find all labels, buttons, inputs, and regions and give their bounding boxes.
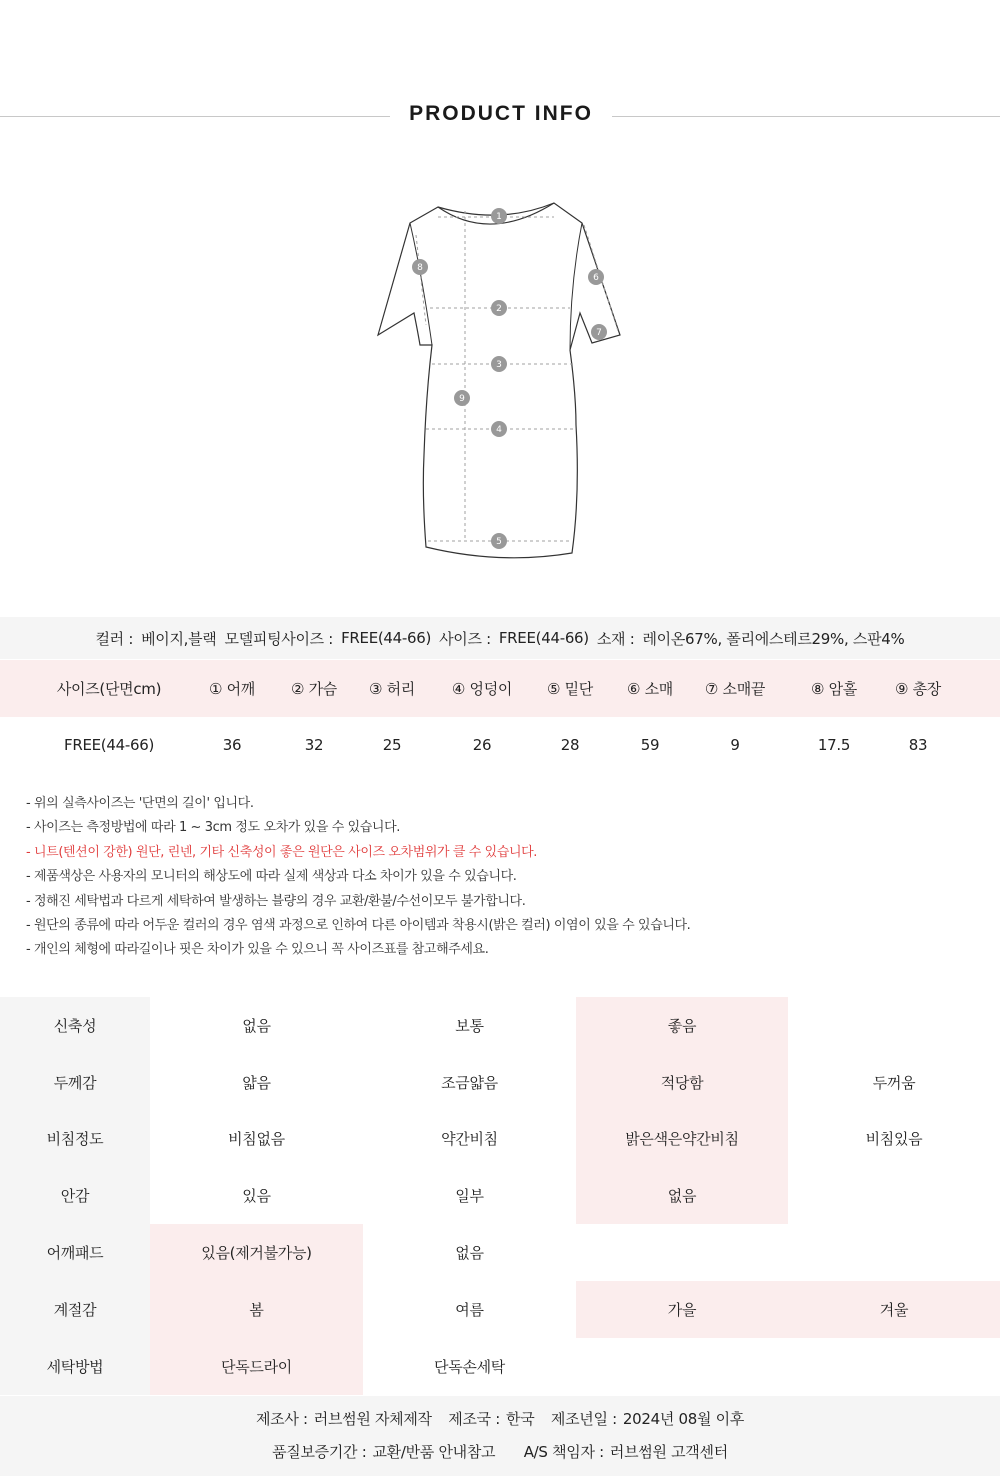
note-item: - 개인의 체형에 따라길이나 핏은 차이가 있을 수 있으니 꼭 사이즈표를 참고해주세요. [26,942,489,958]
maker-value: 러브썸원 자체제작 [313,1410,432,1428]
attr-option-selected: 적당함 [576,1054,788,1110]
attr-option: 보통 [455,1017,484,1035]
note-item: - 위의 실측사이즈는 '단면의 길이' 입니다. [26,796,254,811]
attr-row-thickness [0,1054,1000,1110]
size-table-header [0,660,1000,717]
divider-right [612,116,1000,117]
size-value: FREE(44-66) [498,629,589,647]
attr-label-sheerness: 비침정도 [0,1110,150,1167]
size-value-sleeve-end: 9 [730,736,740,754]
color-value: 베이지,블랙 [141,629,217,648]
size-value-chest: 32 [304,736,324,754]
attr-label-shoulder-pad: 어깨패드 [0,1224,150,1281]
date-label: 제조년일 : [550,1410,617,1428]
attr-option: 여름 [455,1301,484,1319]
attr-row-sheerness [0,1110,1000,1167]
dress-outline [378,203,620,558]
attr-row-stretch [0,997,1000,1054]
date-value: 2024년 08월 이후 [622,1410,745,1428]
size-value-hem: 28 [560,736,580,754]
size-value-size: FREE(44-66) [64,736,154,754]
product-info-header [0,100,1000,132]
marker-1: 1 [496,212,502,222]
marker-4: 4 [496,425,502,435]
size-header-shoulder: ① 어깨 [209,680,255,698]
size-header-chest: ② 가슴 [291,680,337,698]
product-meta [0,617,1000,659]
attr-row-lining [0,1167,1000,1224]
size-value-armhole: 17.5 [817,736,851,754]
size-header-sleeve: ⑥ 소매 [627,680,673,698]
attr-option: 얇음 [242,1073,271,1092]
attr-option: 없음 [242,1017,271,1035]
size-table-row [0,717,1000,773]
size-header-hem: ⑤ 밑단 [547,680,593,698]
model-size-value: FREE(44-66) [341,629,432,647]
size-header-waist: ③ 허리 [369,680,415,698]
attr-row-shoulder-pad [0,1224,1000,1281]
attr-option-selected: 없음 [576,1167,788,1224]
page-title: PRODUCT INFO [409,102,593,125]
model-size-label: 모델피팅사이즈 : [224,629,334,648]
attr-option: 두꺼움 [872,1073,916,1092]
size-header-length: ⑨ 총장 [895,680,941,698]
attr-option-selected: 밝은색은약간비침 [576,1110,788,1167]
attr-option-selected: 봄 [150,1281,363,1338]
attr-option: 비침있음 [865,1130,923,1148]
marker-5: 5 [496,537,502,547]
footer-line-warranty [0,1441,1000,1462]
size-value-sleeve: 59 [640,736,660,754]
as-value: 러브썸원 고객센터 [609,1443,728,1461]
size-value-shoulder: 36 [222,736,242,754]
as-label: A/S 책임자 : [523,1443,604,1461]
dress-sketch [370,195,630,565]
footer-line-maker [0,1408,1000,1429]
attr-option: 일부 [455,1187,484,1205]
size-header-hip: ④ 엉덩이 [451,680,513,698]
country-label: 제조국 : [448,1410,501,1428]
attr-label-stretch: 신축성 [0,997,150,1054]
attr-row-washing [0,1338,1000,1395]
attr-row-season [0,1281,1000,1338]
size-notes [26,792,976,963]
attr-option: 약간비침 [441,1130,498,1148]
fabric-attribute-table [0,997,1000,1395]
maker-label: 제조사 : [255,1410,308,1428]
measure-markers [412,208,607,549]
size-header-sleeve-end: ⑦ 소매끝 [704,680,766,698]
attr-label-lining: 안감 [0,1167,150,1224]
divider-left [0,116,390,117]
attr-label-season: 계절감 [0,1281,150,1338]
attr-option: 비침없음 [228,1130,285,1148]
manufacturer-info [0,1396,1000,1476]
attr-option-selected: 단독드라이 [150,1338,363,1395]
marker-8: 8 [417,263,423,273]
size-label: 사이즈 : [439,629,491,648]
size-header-armhole: ⑧ 암홀 [811,680,857,698]
marker-2: 2 [496,304,502,314]
size-header-size: 사이즈(단면cm) [56,680,162,698]
marker-9: 9 [459,394,465,404]
attr-option-selected: 좋음 [576,997,788,1054]
attr-option-selected: 가을 [576,1281,788,1338]
material-label: 소재 : [596,629,635,648]
attr-label-washing: 세탁방법 [0,1338,150,1395]
note-item: - 정해진 세탁법과 다르게 세탁하여 발생하는 블량의 경우 교환/환불/수선이모두 불가합니다. [26,893,526,909]
attr-option: 조금얇음 [441,1073,498,1092]
attr-option: 단독손세탁 [434,1358,505,1376]
marker-6: 6 [593,273,599,283]
marker-3: 3 [496,360,502,370]
size-value-waist: 25 [382,736,402,754]
attr-option: 없음 [455,1244,484,1262]
size-value-length: 83 [908,736,928,754]
material-value: 레이온67%, 폴리에스테르29%, 스판4% [642,629,905,648]
note-item-warning: - 니트(텐션이 강한) 원단, 린넨, 기타 신축성이 좋은 원단은 사이즈 오차범위가 클 수 있습니다. [26,844,538,860]
marker-7: 7 [596,328,602,338]
warranty-value: 교환/반품 안내참고 [372,1443,496,1461]
attr-label-thickness: 두께감 [0,1054,150,1110]
country-value: 한국 [506,1410,535,1428]
attr-option: 있음 [242,1187,271,1205]
size-value-hip: 26 [472,736,492,754]
color-label: 컬러 : [95,629,134,648]
attr-option-selected: 있음(제거불가능) [150,1224,363,1281]
attr-option-selected: 겨울 [788,1281,1000,1338]
note-item: - 원단의 종류에 따라 어두운 컬러의 경우 염색 과정으로 인하여 다른 아이템과 착용시(밝은 컬러) 이염이 있을 수 있습니다. [26,917,691,933]
note-item: - 제품색상은 사용자의 모니터의 해상도에 따라 실제 색상과 다소 차이가 있을 수 있습니다. [26,869,517,885]
note-item: - 사이즈는 측정방법에 따라 1 ~ 3cm 정도 오차가 있을 수 있습니다. [26,820,400,836]
warranty-label: 품질보증기간 : [272,1443,367,1461]
